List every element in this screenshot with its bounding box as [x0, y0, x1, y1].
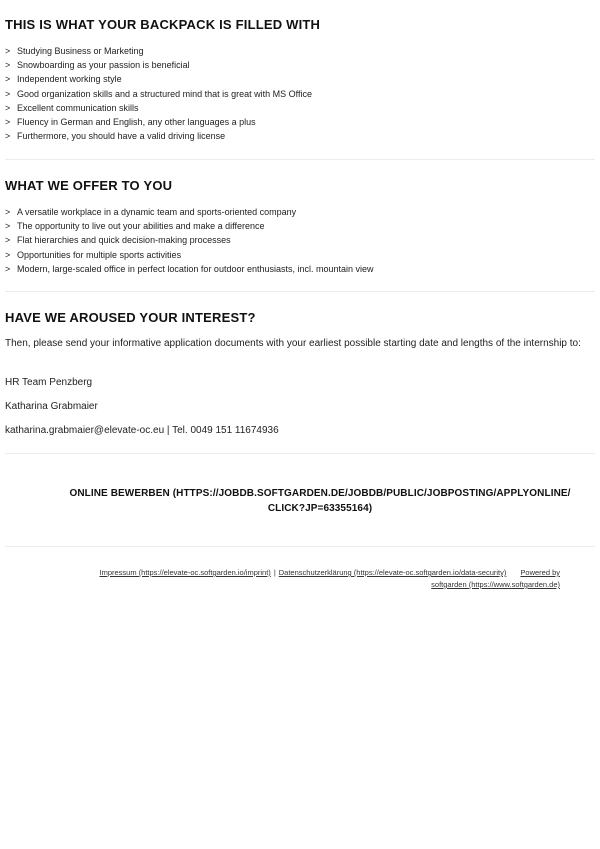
list-item — [5, 262, 374, 276]
footer — [40, 567, 560, 591]
list-item-text: Snowboarding as your passion is beneficial — [17, 60, 190, 71]
list-item-text: A versatile workplace in a dynamic team and sports-oriented company — [17, 207, 297, 217]
list-item — [5, 129, 312, 143]
application-intro-text: Then, please send your informative application documents with your earliest possible starting date and lengths of the internship to: — [5, 338, 581, 349]
footer-line-1 — [40, 567, 560, 579]
list-item — [5, 248, 374, 262]
bullet-chevron-icon: > — [5, 74, 11, 85]
divider — [5, 453, 595, 454]
bullet-chevron-icon: > — [5, 88, 11, 99]
list-item — [5, 87, 312, 101]
divider — [5, 159, 595, 160]
backpack-list — [5, 44, 312, 143]
section-heading-interest: HAVE WE AROUSED YOUR INTEREST? — [5, 310, 256, 325]
list-item-text: Studying Business or Marketing — [17, 46, 144, 56]
section-heading-offer: WHAT WE OFFER TO YOU — [5, 178, 173, 193]
list-item-text: Fluency in German and English, any other languages a plus — [17, 116, 256, 127]
contact-details: katharina.grabmaier@elevate-oc.eu | Tel. 0049 151 11674936 — [5, 425, 279, 436]
softgarden-link[interactable]: softgarden (https://www.softgarden.de) — [431, 580, 560, 589]
bullet-chevron-icon: > — [5, 102, 11, 113]
list-item — [5, 115, 312, 129]
bullet-chevron-icon: > — [5, 60, 11, 71]
bullet-chevron-icon: > — [5, 116, 11, 127]
bullet-chevron-icon: > — [5, 235, 11, 246]
bullet-chevron-icon: > — [5, 131, 11, 142]
bullet-chevron-icon: > — [5, 249, 11, 260]
list-item-text: Opportunities for multiple sports activities — [17, 249, 182, 260]
powered-by-link[interactable]: Powered by — [520, 568, 560, 577]
contact-name: Katharina Grabmaier — [5, 401, 98, 412]
list-item — [5, 101, 312, 115]
offer-list — [5, 205, 374, 276]
list-item-text: Independent working style — [17, 74, 122, 85]
apply-link-line-2: CLICK?JP=63355164) — [267, 503, 373, 514]
list-item — [5, 58, 312, 72]
bullet-chevron-icon: > — [5, 263, 11, 274]
section-heading-backpack: THIS IS WHAT YOUR BACKPACK IS FILLED WITH — [5, 17, 321, 32]
hr-team-name: HR Team Penzberg — [5, 377, 93, 388]
apply-link-line-1: ONLINE BEWERBEN (HTTPS://JOBDB.SOFTGARDEN.DE/JOBDB/PUBLIC/JOBPOSTING/APPLYONLINE/ — [69, 488, 571, 499]
list-item — [5, 219, 374, 233]
privacy-link[interactable]: Datenschutzerklärung (https://elevate-oc.softgarden.io/data-security) — [278, 568, 507, 577]
footer-line-2 — [40, 579, 560, 591]
divider — [5, 291, 595, 292]
footer-separator: | — [273, 568, 276, 577]
list-item — [5, 205, 374, 219]
list-item-text: Modern, large-scaled office in perfect location for outdoor enthusiasts, incl. mountain view — [17, 263, 374, 274]
list-item-text: Excellent communication skills — [17, 102, 139, 113]
list-item-text: The opportunity to live out your abilities and make a difference — [17, 221, 265, 232]
apply-online-link[interactable] — [60, 486, 580, 516]
list-item-text: Flat hierarchies and quick decision-making processes — [17, 235, 231, 246]
list-item-text: Furthermore, you should have a valid driving license — [17, 131, 226, 142]
list-item-text: Good organization skills and a structured mind that is great with MS Office — [17, 88, 312, 99]
bullet-chevron-icon: > — [5, 46, 11, 56]
bullet-chevron-icon: > — [5, 221, 11, 232]
bullet-chevron-icon: > — [5, 207, 11, 217]
list-item — [5, 44, 312, 58]
list-item — [5, 233, 374, 247]
list-item — [5, 72, 312, 86]
imprint-link[interactable]: Impressum (https://elevate-oc.softgarden.io/imprint) — [99, 568, 271, 577]
divider — [5, 546, 595, 547]
